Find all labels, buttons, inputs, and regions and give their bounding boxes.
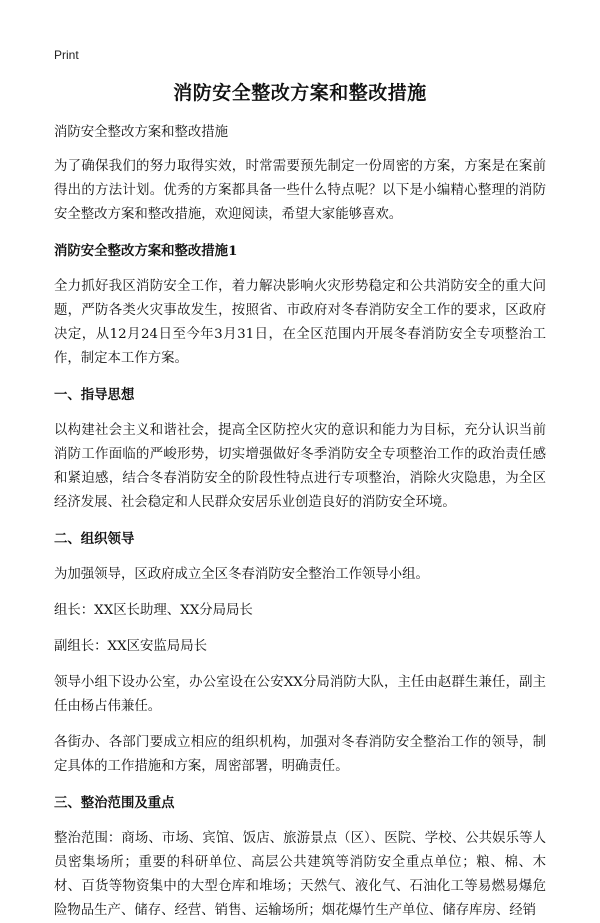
heading-organization: 二、组织领导 [54, 531, 135, 547]
org-paragraph-5: 各街办、各部门要成立相应的组织机构，加强对冬春消防安全整治工作的领导，制定具体的工作措施和方案，周密部署，明确责任。 [54, 735, 546, 774]
org-paragraph-3: 副组长：XX区安监局局长 [54, 639, 207, 654]
intro-paragraph: 为了确保我们的努力取得实效，时常需要预先制定一份周密的方案，方案是在案前得出的方法计划。优秀的方案都具备一些什么特点呢？以下是小编精心整理的消防安全整改方案和整改措施，欢迎阅读，希望大家能够喜欢。 [54, 159, 546, 222]
guiding-paragraph: 以构建社会主义和谐社会，提高全区防控火灾的意识和能力为目标，充分认识当前消防工作面临的严峻形势，切实增强做好冬季消防安全专项整治工作的政治责任感和紧迫感，结合冬春消防安全的阶段性特点进行专项整治，消除火灾隐患，为全区经济发展、社会稳定和人民群众安居乐业创造良好的消防安全环境。 [54, 423, 546, 510]
heading-scope: 三、整治范围及重点 [54, 795, 175, 811]
org-paragraph-2: 组长：XX区长助理、XX分局局长 [54, 603, 253, 618]
document-title: 消防安全整改方案和整改措施 [173, 82, 427, 104]
heading-guiding-ideology: 一、指导思想 [54, 387, 135, 403]
scope-paragraph: 整治范围：商场、市场、宾馆、饭店、旅游景点（区）、医院、学校、公共娱乐等人员密集场所；重要的科研单位、高层公共建筑等消防安全重点单位；粮、棉、木材、百货等物资集中的大型仓库和堆场；天然气、液化气、石油化工等易燃易爆危险物品生产、储存、经营、销售、运输场所；烟花爆竹生产单位、储存库房、经销 [54, 831, 546, 918]
print-link[interactable]: Print [54, 48, 79, 62]
document-subtitle: 消防安全整改方案和整改措施 [54, 125, 229, 140]
section1-heading: 消防安全整改方案和整改措施1 [54, 243, 238, 259]
org-paragraph-4: 领导小组下设办公室，办公室设在公安XX分局消防大队，主任由赵群生兼任，副主任由杨占伟兼任。 [54, 675, 546, 714]
org-paragraph-1: 为加强领导，区政府成立全区冬春消防安全整治工作领导小组。 [54, 567, 429, 582]
section1-paragraph: 全力抓好我区消防安全工作，着力解决影响火灾形势稳定和公共消防安全的重大问题，严防各类火灾事故发生，按照省、市政府对冬春消防安全工作的要求，区政府决定，从12月24日至今年3月31日，在全区范围内开展冬春消防安全专项整治工作，制定本工作方案。 [54, 279, 546, 366]
